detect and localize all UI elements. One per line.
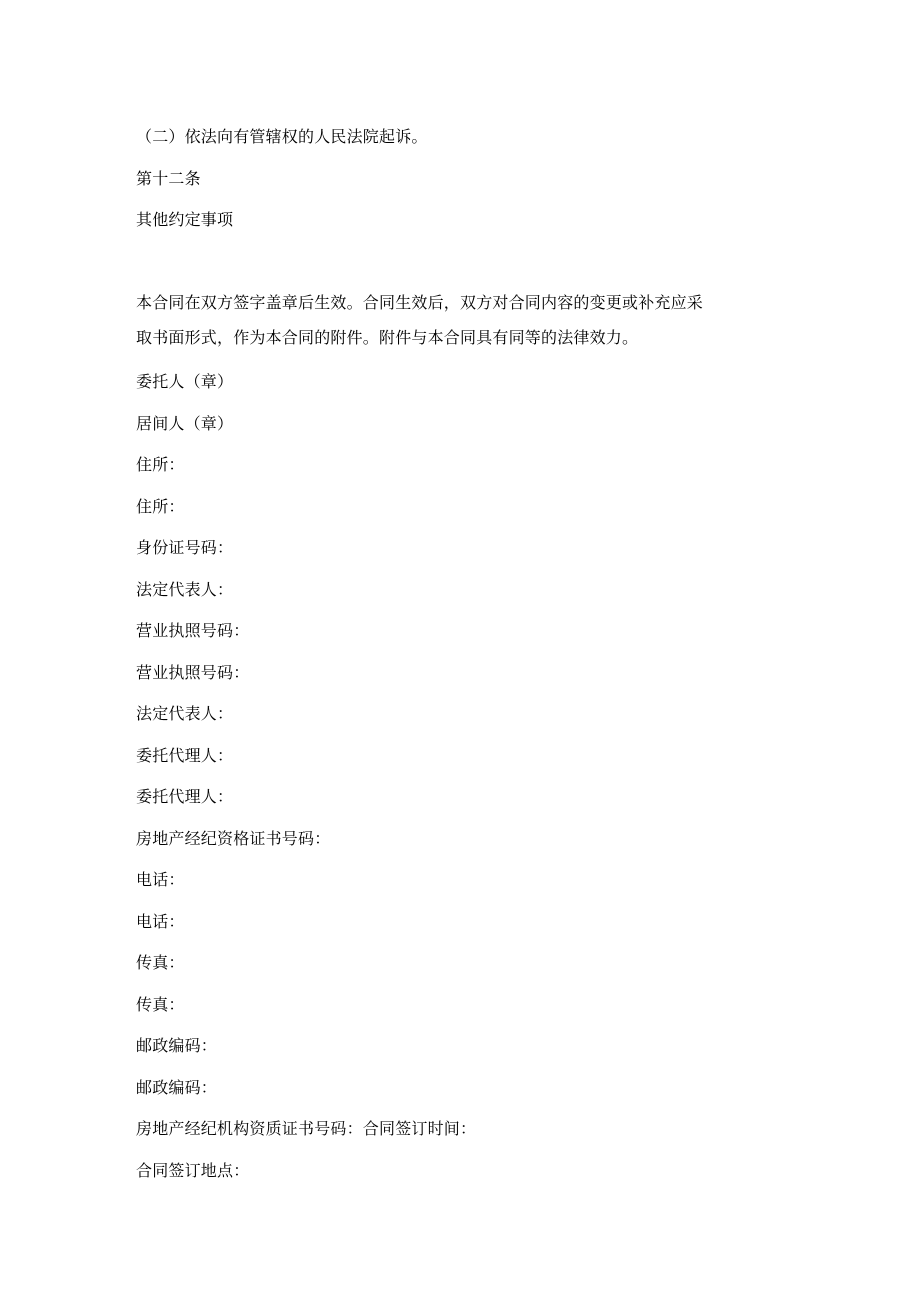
paragraph-line-2: 取书面形式，作为本合同的附件。附件与本合同具有同等的法律效力。 [136, 328, 639, 347]
legal-rep-label: 法定代表人： [136, 704, 234, 723]
paragraph-line-1: 本合同在双方签字盖章后生效。合同生效后，双方对合同内容的变更或补充应采 [136, 293, 704, 312]
agent-label: 委托代理人： [136, 746, 234, 765]
address-label: 住所： [136, 455, 185, 474]
intermediary-seal-label: 居间人（章） [136, 414, 234, 433]
broker-cert-label: 房地产经纪资格证书号码： [136, 829, 331, 848]
article-twelve-heading: 第十二条 [136, 169, 201, 188]
postal-code-label: 邮政编码： [136, 1036, 218, 1055]
principal-seal-label: 委托人（章） [136, 372, 234, 391]
phone-label: 电话： [136, 870, 185, 889]
legal-rep-label: 法定代表人： [136, 580, 234, 599]
id-number-label: 身份证号码： [136, 538, 234, 557]
phone-label: 电话： [136, 912, 185, 931]
sign-place-label: 合同签订地点： [136, 1161, 250, 1180]
postal-code-label: 邮政编码： [136, 1078, 218, 1097]
clause-litigation: （二）依法向有管辖权的人民法院起诉。 [136, 127, 428, 146]
agency-cert-and-sign-time-label: 房地产经纪机构资质证书号码：合同签订时间： [136, 1119, 477, 1138]
business-license-label: 营业执照号码： [136, 663, 250, 682]
agent-label: 委托代理人： [136, 787, 234, 806]
fax-label: 传真： [136, 995, 185, 1014]
address-label: 住所： [136, 497, 185, 516]
fax-label: 传真： [136, 953, 185, 972]
business-license-label: 营业执照号码： [136, 621, 250, 640]
article-title: 其他约定事项 [136, 210, 234, 229]
